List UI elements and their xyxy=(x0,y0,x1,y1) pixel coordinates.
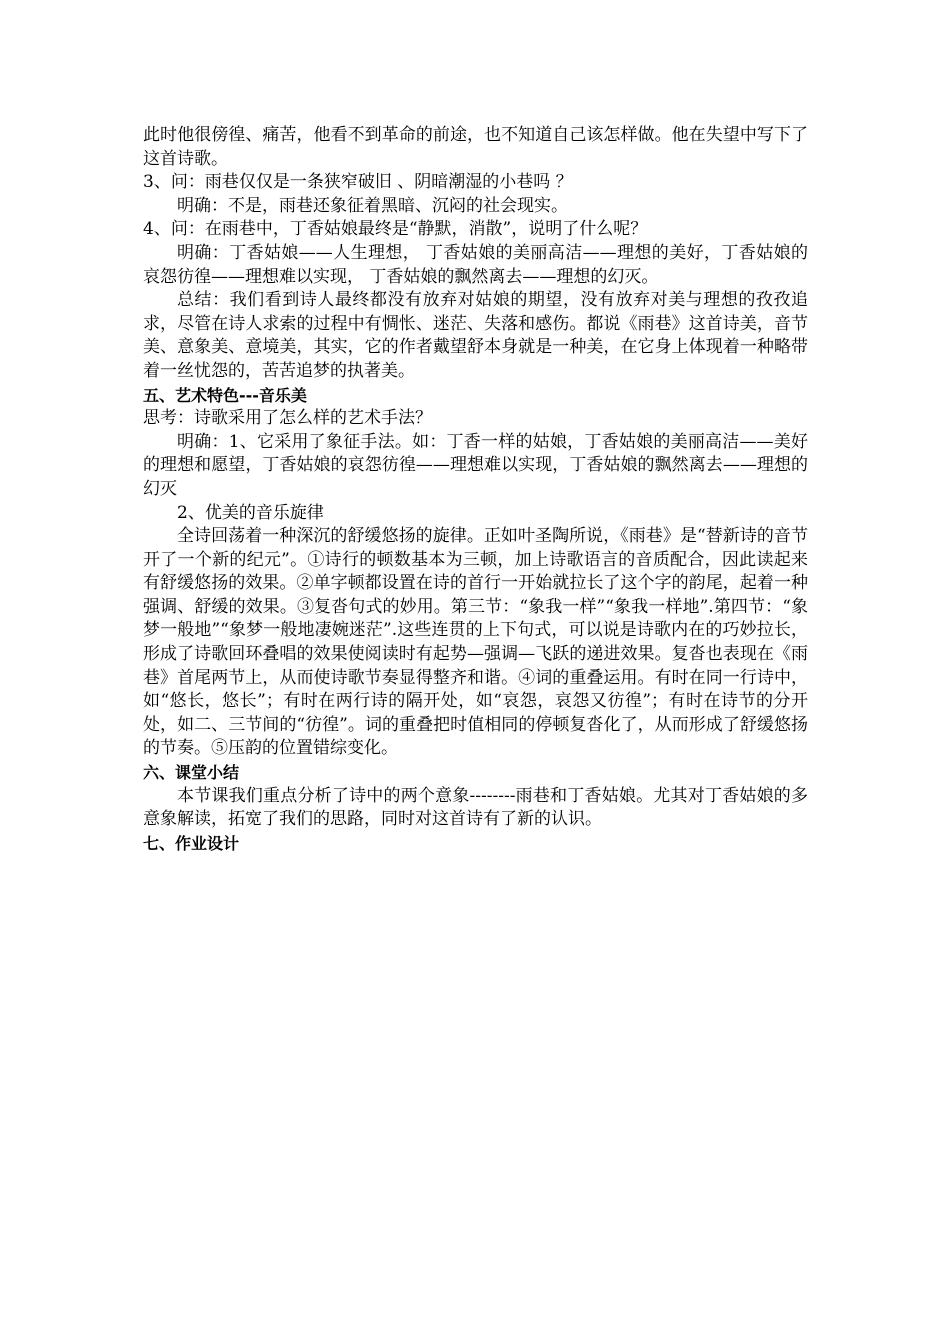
question-3: 3、问：雨巷仅仅是一条狭窄破旧 、阴暗潮湿的小巷吗 ？ xyxy=(143,172,573,193)
document-page xyxy=(143,124,808,855)
answer-4: 明确：丁香姑娘——人生理想， 丁香姑娘的美丽高洁——理想的美好，丁香姑娘的哀怨彷徨——理想难以实现， 丁香姑娘的飘然离去——理想的幻灭。 xyxy=(143,242,808,287)
melody-paragraph: 全诗回荡着一种深沉的舒缓悠扬的旋律。正如叶圣陶所说，《雨巷》是“替新诗的音节开了一个新的纪元”。①诗行的顿数基本为三顿，加上诗歌语言的音质配合，因此读起来有舒缓悠扬的效果。②单字顿都设置在诗的首行一开始就拉长了这个字的韵尾，起着一种强调、舒缓的效果。③复沓句式的妙用。第三节：“象我一样”“象我一样地”.第四节：“象梦一般地”“象梦一般地凄婉迷茫”.这些连贯的上下句式，可以说是诗歌内在的巧妙拉长，形成了诗歌回环叠唱的效果使阅读时有起势—强调—飞跃的递进效果。复沓也表现在《雨巷》首尾两节上，从而使诗歌节奏显得整齐和谐。④词的重叠运用。有时在同一行诗中，如“悠长，悠长”；有时在两行诗的隔开处，如“哀怨，哀怨又彷徨”；有时在诗节的分开处，如二、三节间的“彷徨”。词的重叠把时值相同的停顿复沓化了，从而形成了舒缓悠扬的节奏。⑤压韵的位置错综变化。 xyxy=(143,526,808,759)
section-heading-5: 五、艺术特色---音乐美 xyxy=(143,385,307,405)
answer-3: 明确：不是，雨巷还象征着黑暗、沉闷的社会现实。 xyxy=(177,195,568,216)
answer-symbolism: 明确：1、它采用了象征手法。如：丁香一样的姑娘，丁香姑娘的美丽高洁——美好的理想和愿望，丁香姑娘的哀怨彷徨——理想难以实现，丁香姑娘的飘然离去——理想的幻灭 xyxy=(143,431,808,499)
class-summary-paragraph: 本节课我们重点分析了诗中的两个意象--------雨巷和丁香姑娘。尤其对丁香姑娘的多意象解读，拓宽了我们的思路，同时对这首诗有了新的认识。 xyxy=(143,785,808,830)
section-heading-6: 六、课堂小结 xyxy=(143,763,240,783)
think-question: 思考：诗歌采用了怎么样的艺术手法？ xyxy=(143,408,432,429)
question-4: 4、问：在雨巷中，丁香姑娘最终是“静默，消散”，说明了什么呢？ xyxy=(143,219,648,240)
melody-subheading: 2、优美的音乐旋律 xyxy=(177,502,324,523)
section-heading-7: 七、作业设计 xyxy=(143,833,240,853)
summary-paragraph: 总结：我们看到诗人最终都没有放弃对姑娘的期望，没有放弃对美与理想的孜孜追求，尽管在诗人求索的过程中有惆怅、迷茫、失落和感伤。都说《雨巷》这首诗美，音节美、意象美、意境美，其实，它的作者戴望舒本身就是一种美，在它身上体现着一种略带着一丝忧怨的，苦苦追梦的执著美。 xyxy=(143,290,808,381)
intro-paragraph: 此时他很傍徨、痛苦，他看不到革命的前途，也不知道自己该怎样做。他在失望中写下了这首诗歌。 xyxy=(143,125,808,169)
